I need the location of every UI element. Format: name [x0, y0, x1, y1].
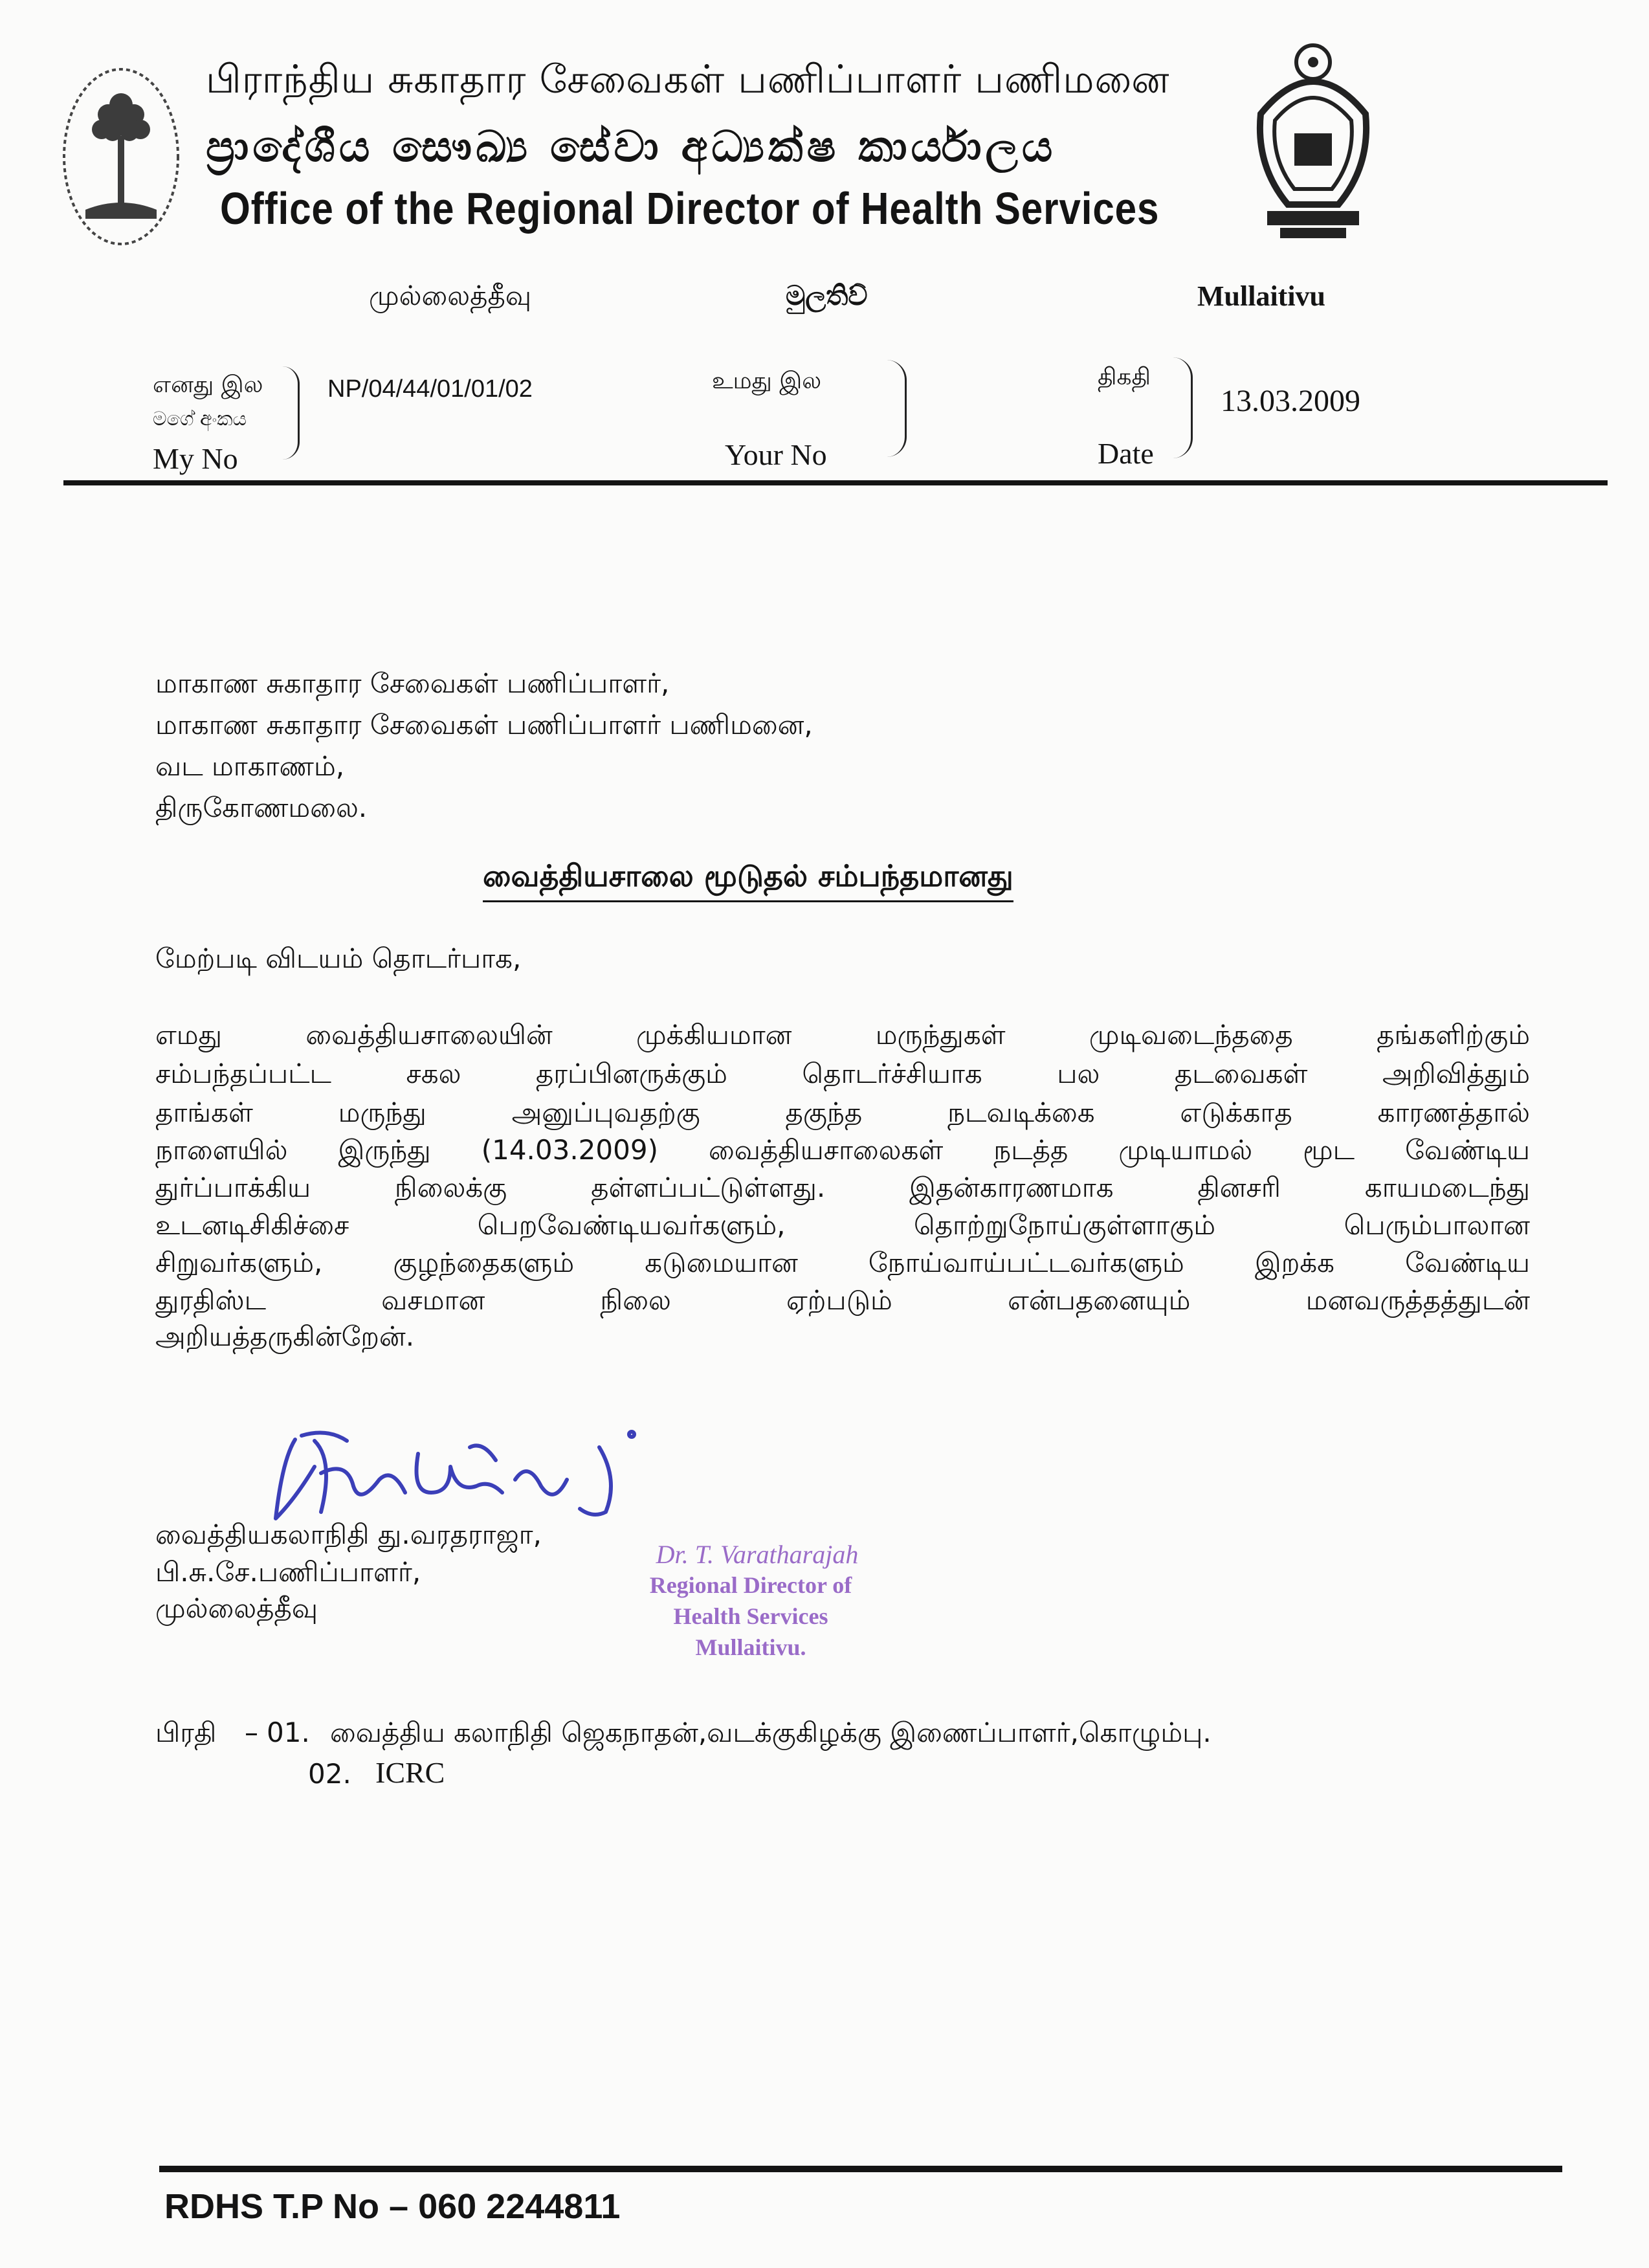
body-line: உடனடிசிகிச்சை பெறவேண்டியவர்களும், தொற்றுநோய்குள்ளாகும் பெரும்பாலான	[155, 1209, 1530, 1241]
date-label-english: Date	[1098, 437, 1154, 470]
date-value: 13.03.2009	[1221, 384, 1360, 418]
my-no-label-english: My No	[153, 442, 238, 475]
stamp-line: Mullaitivu.	[695, 1634, 806, 1660]
national-emblem-icon	[1241, 36, 1385, 243]
my-no-label-tamil: எனது இல	[153, 372, 263, 398]
body-line: எமது வைத்தியசாலையின் முக்கியமான மருந்துகள் முடிவடைந்ததை தங்களிற்கும்	[155, 1019, 1530, 1051]
place-name-tamil: முல்லைத்தீவு	[369, 280, 532, 311]
addressee-line: மாகாண சுகாதார சேவைகள் பணிப்பாளர் பணிமனை,	[155, 709, 813, 740]
my-no-label-sinhala: මගේ අංකය	[153, 408, 247, 430]
header-title-english: Office of the Regional Director of Health Services	[220, 183, 1160, 234]
letter-subject: வைத்தியசாலை மூடுதல் சம்பந்தமானது	[483, 858, 1013, 902]
stamp-line: Health Services	[673, 1603, 828, 1629]
date-label-tamil: திகதி	[1098, 364, 1151, 390]
signatory-place: முல்லைத்தீவு	[155, 1592, 318, 1624]
body-line: துரதிஸ்ட வசமான நிலை ஏற்படும் என்பதனையும் மனவருத்தத்துடன்	[155, 1284, 1530, 1316]
letter-greeting: மேற்படி விடயம் தொடர்பாக,	[155, 942, 522, 974]
header-title-tamil: பிராந்திய சுகாதார சேவைகள் பணிப்பாளர் பணிமனை	[206, 57, 1170, 102]
tree-logo-icon	[60, 60, 183, 247]
stamp-line: Dr. T. Varatharajah	[656, 1540, 859, 1569]
body-line: துர்ப்பாக்கிய நிலைக்கு தள்ளப்பட்டுள்ளது. இதன்காரணமாக தினசரி காயமடைந்து	[155, 1172, 1530, 1203]
body-line: சம்பந்தப்பட்ட சகல தரப்பினருக்கும் தொடர்ச்சியாக பல தடவைகள் அறிவித்தும்	[155, 1058, 1530, 1089]
your-no-label-english: Your No	[725, 438, 827, 471]
signatory-title: பி.சு.சே.பணிப்பாளர்,	[155, 1556, 421, 1588]
my-no-bracket	[282, 366, 300, 460]
header-title-sinhala: ප්‍රාදේශීය සෞඛ්‍ය සේවා අධ්‍යක්ෂ කාර්යාලය	[206, 122, 1057, 172]
addressee-line: வட மாகாணம்,	[155, 750, 345, 782]
your-no-bracket	[887, 360, 907, 457]
copy-item-number: 01.	[267, 1717, 310, 1748]
handwritten-signature	[256, 1421, 658, 1531]
footer-phone: RDHS T.P No – 060 2244811	[164, 2187, 621, 2226]
body-line: நாளையில் இருந்து (14.03.2009) வைத்தியசாலைகள் நடத்த முடியாமல் மூட வேண்டிய	[155, 1134, 1530, 1166]
addressee-block	[155, 663, 813, 828]
date-bracket	[1173, 357, 1193, 458]
addressee-line: திருகோணமலை.	[155, 792, 368, 823]
copy-item-number: 02.	[308, 1758, 351, 1790]
body-line: சிறுவர்களும், குழந்தைகளும் கடுமையான நோய்வாய்பட்டவர்களும் இறக்க வேண்டிய	[155, 1247, 1530, 1278]
copy-item-text: ICRC	[375, 1756, 445, 1789]
place-name-english: Mullaitivu	[1197, 280, 1326, 312]
copies-label: பிரதி	[155, 1717, 217, 1748]
my-no-value: NP/04/44/01/01/02	[327, 375, 533, 403]
stamp-line: Regional Director of	[649, 1572, 852, 1598]
body-line: தாங்கள் மருந்து அனுப்புவதற்கு தகுந்த நடவடிக்கை எடுக்காத காரணத்தால்	[155, 1096, 1530, 1128]
your-no-label-tamil: உமது இல	[712, 368, 822, 394]
addressee-line: மாகாண சுகாதார சேவைகள் பணிப்பாளர்,	[155, 667, 670, 699]
copies-dash: –	[245, 1717, 258, 1748]
header-divider	[63, 480, 1608, 485]
footer-divider	[159, 2166, 1562, 2172]
copy-item-text: வைத்திய கலாநிதி ஜெகநாதன்,வடக்குகிழக்கு இணைப்பாளர்,கொழும்பு.	[330, 1717, 1212, 1748]
place-name-sinhala: මුලතිව්	[786, 280, 868, 311]
body-line: அறியத்தருகின்றேன்.	[155, 1320, 415, 1352]
signatory-name: வைத்தியகலாநிதி து.வரதராஜா,	[155, 1518, 542, 1550]
